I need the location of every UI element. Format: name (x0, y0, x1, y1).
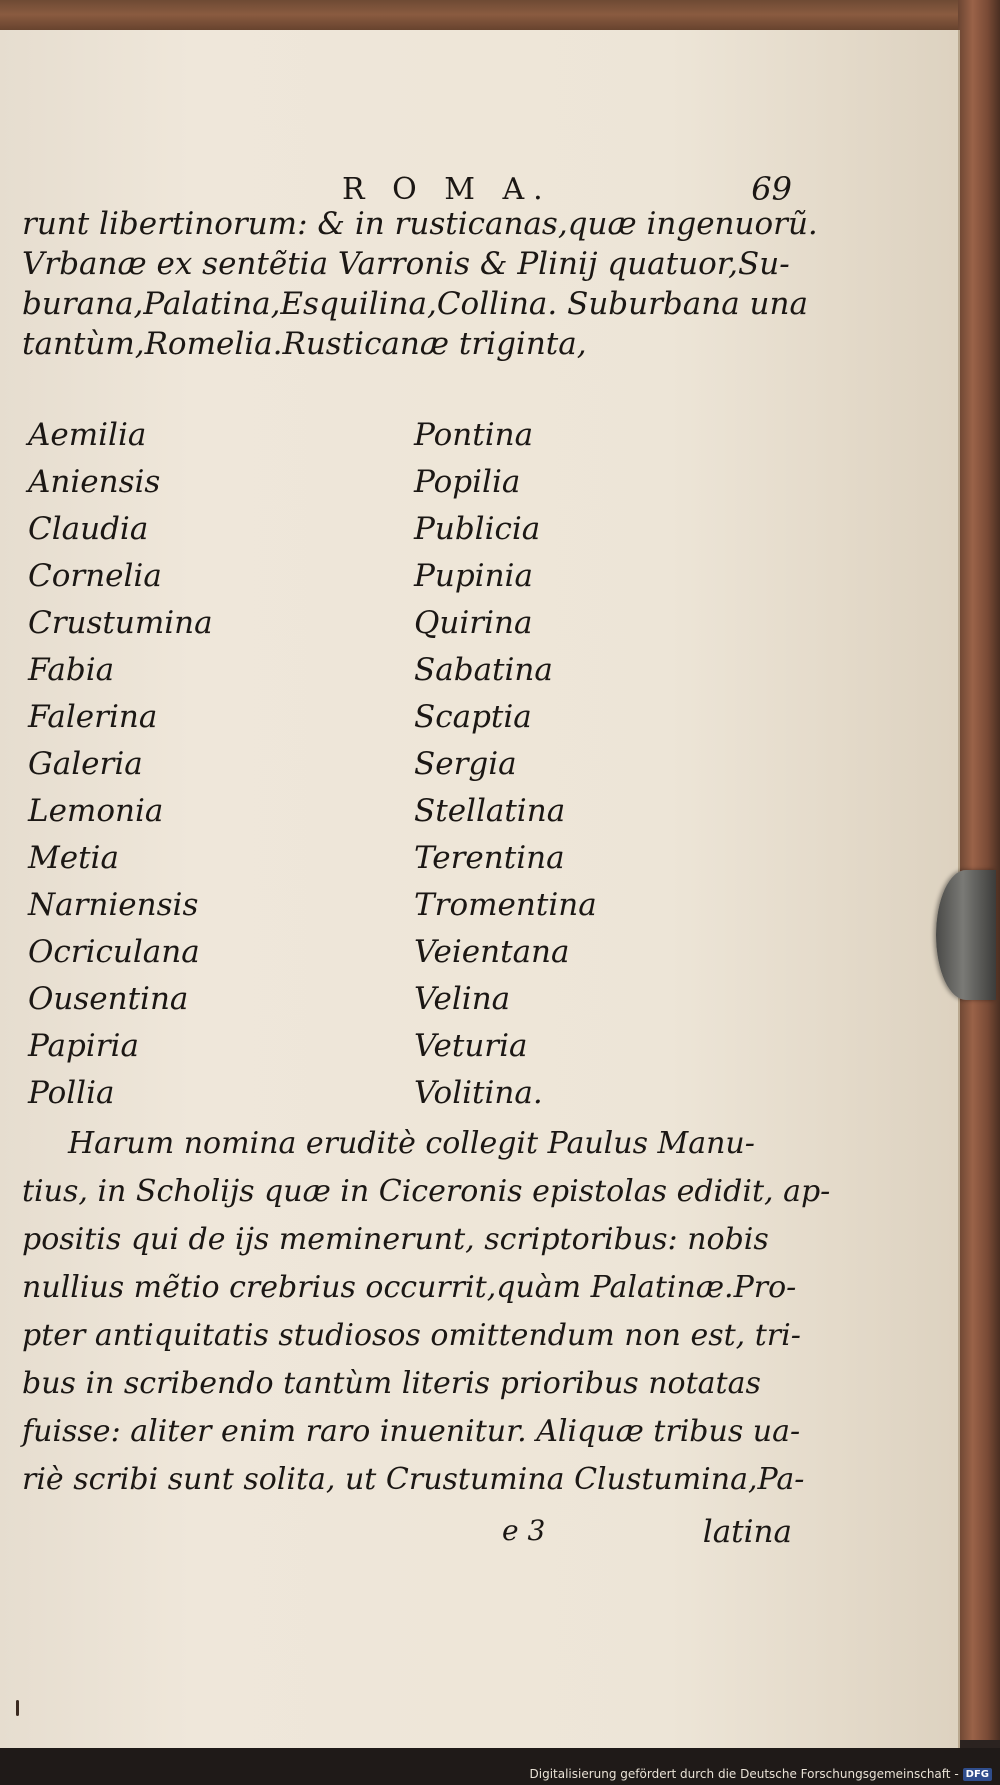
tribe-name: Pontina (414, 417, 534, 453)
tribe-name: Tromentina (414, 887, 597, 923)
tribe-name: Publicia (414, 511, 541, 547)
tribe-name: Galeria (28, 746, 143, 782)
intro-line: tantùm,Romelia.Rusticanæ triginta, (22, 326, 587, 362)
tribe-name: Aniensis (28, 464, 161, 500)
bottom-bar (0, 1748, 1000, 1785)
tribe-name: Sabatina (414, 652, 553, 688)
tribe-name: Scaptia (414, 699, 532, 735)
tribe-name: Terentina (414, 840, 565, 876)
tribe-name: Ousentina (28, 981, 189, 1017)
tribe-name: Falerina (28, 699, 158, 735)
tribe-name: Volitina. (414, 1075, 543, 1111)
tribe-name: Popilia (414, 464, 521, 500)
dfg-logo: DFG (963, 1768, 992, 1781)
tribe-name: Ocriculana (28, 934, 200, 970)
intro-line: burana,Palatina,Esquilina,Collina. Suburbana una (22, 286, 808, 322)
paragraph-line: bus in scribendo tantùm literis prioribus notatas (22, 1366, 761, 1401)
paragraph-line: tius, in Scholijs quæ in Ciceronis epistolas edidit, ap- (22, 1174, 831, 1209)
paragraph-line: Harum nomina eruditè collegit Paulus Manu- (68, 1126, 755, 1161)
tribe-name: Lemonia (28, 793, 164, 829)
intro-line: Vrbanæ ex sentẽtia Varronis & Plinij quatuor,Su- (22, 246, 790, 282)
page-clip (936, 870, 996, 1000)
tribe-name: Narniensis (28, 887, 199, 923)
tribe-name: Papiria (28, 1028, 139, 1064)
tribe-name: Veturia (414, 1028, 528, 1064)
tribe-name: Fabia (28, 652, 115, 688)
paragraph-line: fuisse: aliter enim raro inuenitur. Aliquæ tribus ua- (22, 1414, 801, 1449)
tribe-name: Crustumina (28, 605, 213, 641)
ink-mark (16, 1700, 19, 1716)
credit-text: Digitalisierung gefördert durch die Deutsche Forschungsgemeinschaft - (529, 1767, 959, 1781)
running-head: R O M A. (342, 172, 552, 207)
page-footer (22, 1514, 812, 1554)
tribe-name: Aemilia (28, 417, 147, 453)
paragraph-line: positis qui de ijs meminerunt, scriptoribus: nobis (22, 1222, 769, 1257)
tribe-name: Velina (414, 981, 511, 1017)
tribe-name: Metia (28, 840, 119, 876)
paragraph-line: pter antiquitatis studiosos omittendum non est, tri- (22, 1318, 801, 1353)
tribes-column-left (28, 412, 213, 1117)
tribe-name: Pupinia (414, 558, 533, 594)
tribes-column-right (414, 412, 597, 1117)
tribe-name: Cornelia (28, 558, 162, 594)
intro-line: runt libertinorum: & in rusticanas,quæ ingenuorũ. (22, 206, 818, 242)
digitization-credit (530, 1767, 993, 1781)
catchword: latina (702, 1514, 792, 1550)
book-page (0, 30, 960, 1748)
tribe-name: Claudia (28, 511, 149, 547)
paragraph-line: riè scribi sunt solita, ut Crustumina Clustumina,Pa- (22, 1462, 805, 1497)
tribe-name: Veientana (414, 934, 570, 970)
signature-mark: e 3 (502, 1514, 546, 1547)
tribe-name: Pollia (28, 1075, 115, 1111)
tribe-name: Stellatina (414, 793, 566, 829)
tribe-name: Quirina (414, 605, 533, 641)
page-number: 69 (751, 170, 792, 208)
tribe-name: Sergia (414, 746, 517, 782)
paragraph-line: nullius mẽtio crebrius occurrit,quàm Palatinæ.Pro- (22, 1270, 797, 1305)
